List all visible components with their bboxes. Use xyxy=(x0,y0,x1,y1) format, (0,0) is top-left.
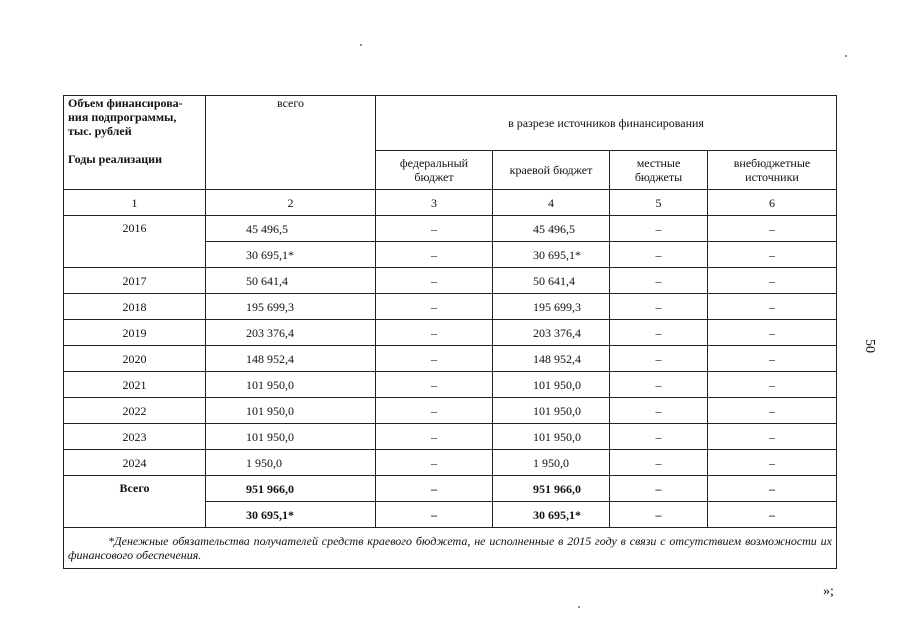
year-cell: 2024 xyxy=(64,450,206,476)
header-row-1 xyxy=(64,96,837,151)
total-cell: 101 950,0 xyxy=(206,424,376,450)
footnote: *Денежные обязательства получателей средств краевого бюджета, не исполненные в 2015 году в связи с отсутствием возможности их финансового обеспечения. xyxy=(64,528,837,569)
total-cell: 101 950,0 xyxy=(206,398,376,424)
extra-cell: – xyxy=(708,502,837,528)
column-number: 2 xyxy=(206,190,376,216)
total-cell: 951 966,0 xyxy=(206,476,376,502)
federal-cell: – xyxy=(376,294,493,320)
regional-cell: 148 952,4 xyxy=(493,346,610,372)
total-cell: 50 641,4 xyxy=(206,268,376,294)
extra-cell: – xyxy=(708,294,837,320)
column-number: 3 xyxy=(376,190,493,216)
total-cell: 101 950,0 xyxy=(206,372,376,398)
local-cell: – xyxy=(610,450,708,476)
local-cell: – xyxy=(610,268,708,294)
federal-cell: – xyxy=(376,476,493,502)
table-row xyxy=(64,398,837,424)
header-local: местные бюджеты xyxy=(610,151,708,190)
federal-cell: – xyxy=(376,398,493,424)
year-cell: 2019 xyxy=(64,320,206,346)
table-row xyxy=(64,372,837,398)
federal-cell: – xyxy=(376,346,493,372)
local-cell: – xyxy=(610,476,708,502)
federal-cell: – xyxy=(376,502,493,528)
local-cell: – xyxy=(610,294,708,320)
year-cell: 2021 xyxy=(64,372,206,398)
federal-cell: – xyxy=(376,424,493,450)
local-cell: – xyxy=(610,346,708,372)
regional-cell: 1 950,0 xyxy=(493,450,610,476)
years-label: Годы реализации xyxy=(68,152,162,166)
scan-speck xyxy=(578,606,580,608)
year-cell: 2017 xyxy=(64,268,206,294)
scan-speck xyxy=(845,55,847,57)
federal-cell: – xyxy=(376,450,493,476)
extra-cell: – xyxy=(708,242,837,268)
regional-cell: 30 695,1* xyxy=(493,502,610,528)
local-cell: – xyxy=(610,372,708,398)
regional-cell: 50 641,4 xyxy=(493,268,610,294)
local-cell: – xyxy=(610,424,708,450)
header-extra: внебюджетные источники xyxy=(708,151,837,190)
local-cell: – xyxy=(610,242,708,268)
total-cell: 203 376,4 xyxy=(206,320,376,346)
local-cell: – xyxy=(610,320,708,346)
regional-cell: 951 966,0 xyxy=(493,476,610,502)
volume-label: Объем финансирова-ния подпрограммы, тыс. рублей xyxy=(68,96,183,138)
local-cell: – xyxy=(610,216,708,242)
extra-cell: – xyxy=(708,320,837,346)
table-row xyxy=(64,268,837,294)
totals-row xyxy=(64,476,837,502)
header-federal: федеральный бюджет xyxy=(376,151,493,190)
column-number: 4 xyxy=(493,190,610,216)
federal-cell: – xyxy=(376,216,493,242)
page-number: 50 xyxy=(862,339,877,353)
column-numbers-row xyxy=(64,190,837,216)
total-cell: 30 695,1* xyxy=(206,242,376,268)
column-number: 5 xyxy=(610,190,708,216)
table-row xyxy=(64,216,837,242)
extra-cell: – xyxy=(708,398,837,424)
regional-cell: 101 950,0 xyxy=(493,372,610,398)
column-number: 1 xyxy=(64,190,206,216)
total-cell: 1 950,0 xyxy=(206,450,376,476)
federal-cell: – xyxy=(376,320,493,346)
year-cell: 2016 xyxy=(64,216,206,268)
totals-label: Всего xyxy=(64,476,206,528)
year-cell: 2022 xyxy=(64,398,206,424)
federal-cell: – xyxy=(376,268,493,294)
total-cell: 30 695,1* xyxy=(206,502,376,528)
header-regional: краевой бюджет xyxy=(493,151,610,190)
year-cell: 2018 xyxy=(64,294,206,320)
extra-cell: – xyxy=(708,268,837,294)
federal-cell: – xyxy=(376,372,493,398)
local-cell: – xyxy=(610,502,708,528)
federal-cell: – xyxy=(376,242,493,268)
closing-quote: »; xyxy=(823,584,834,599)
header-sources: в разрезе источников финансирования xyxy=(376,96,837,151)
total-cell: 195 699,3 xyxy=(206,294,376,320)
extra-cell: – xyxy=(708,372,837,398)
regional-cell: 45 496,5 xyxy=(493,216,610,242)
total-cell: 148 952,4 xyxy=(206,346,376,372)
financing-table xyxy=(63,95,837,569)
year-cell: 2023 xyxy=(64,424,206,450)
extra-cell: – xyxy=(708,346,837,372)
table-row xyxy=(64,346,837,372)
footnote-row xyxy=(64,528,837,569)
local-cell: – xyxy=(610,398,708,424)
table-row xyxy=(64,424,837,450)
column-number: 6 xyxy=(708,190,837,216)
table-row xyxy=(64,294,837,320)
header-volume-years-cell xyxy=(64,96,206,190)
header-total: всего xyxy=(206,96,376,190)
regional-cell: 30 695,1* xyxy=(493,242,610,268)
year-cell: 2020 xyxy=(64,346,206,372)
extra-cell: – xyxy=(708,216,837,242)
regional-cell: 101 950,0 xyxy=(493,424,610,450)
regional-cell: 195 699,3 xyxy=(493,294,610,320)
table-row xyxy=(64,450,837,476)
extra-cell: – xyxy=(708,450,837,476)
table-row xyxy=(64,320,837,346)
regional-cell: 101 950,0 xyxy=(493,398,610,424)
regional-cell: 203 376,4 xyxy=(493,320,610,346)
scan-speck xyxy=(360,44,362,46)
extra-cell: – xyxy=(708,424,837,450)
extra-cell: – xyxy=(708,476,837,502)
total-cell: 45 496,5 xyxy=(206,216,376,242)
